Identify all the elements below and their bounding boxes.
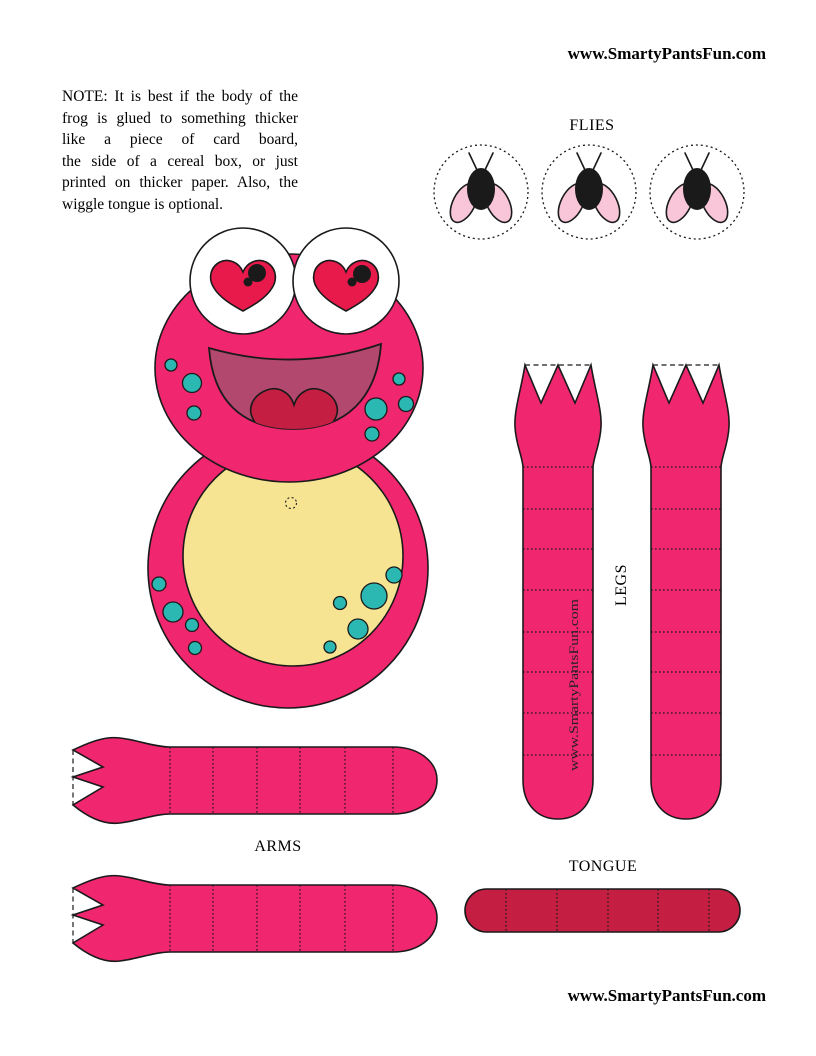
frog-body-piece — [140, 220, 440, 720]
fly-piece-icon — [431, 140, 531, 240]
leg-piece-right — [626, 355, 746, 825]
tongue-label: TONGUE — [568, 858, 638, 875]
fly-piece-icon — [539, 140, 639, 240]
arms-label: ARMS — [254, 838, 302, 855]
note-line: like a piece of card board, — [62, 131, 298, 149]
fly-piece-icon — [647, 140, 747, 240]
note-line: printed on thicker paper. Also, the — [62, 174, 298, 192]
tongue-piece — [460, 884, 750, 939]
note-line: NOTE: It is best if the body of the — [62, 88, 298, 105]
note-line: wiggle tongue is optional. — [62, 195, 224, 213]
note-line: frog is glued to something thicker — [62, 109, 298, 127]
site-url-footer: www.SmartyPantsFun.com — [567, 986, 766, 1005]
flies-label: FLIES — [569, 117, 615, 134]
arm-piece-top — [65, 730, 445, 830]
legs-label: LEGS — [613, 564, 630, 606]
arm-piece-bottom — [65, 868, 445, 968]
site-url-header: www.SmartyPantsFun.com — [567, 44, 766, 63]
note-line: the side of a cereal box, or just — [62, 152, 298, 170]
watermark-url: www.SmartyPantsFun.com — [567, 634, 581, 771]
note-text — [62, 86, 298, 216]
leg-piece-left — [498, 355, 618, 825]
